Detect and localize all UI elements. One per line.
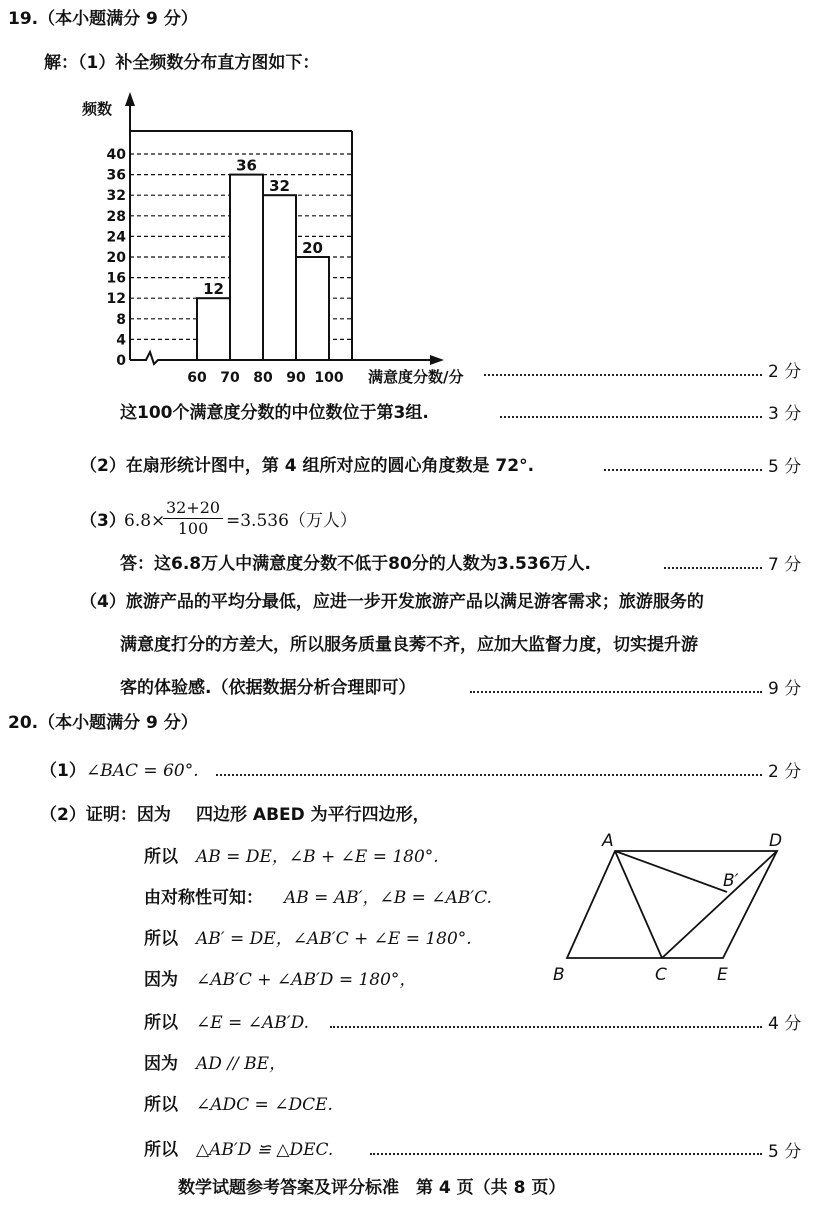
bar-value-label: 36 [236, 156, 257, 175]
proof-keyword: 因为 [144, 970, 178, 990]
dot-leader [370, 1151, 762, 1155]
segment-ac [615, 851, 662, 958]
proof-expression: AB′ = DE，∠AB′C + ∠E = 180°. [196, 929, 472, 949]
x-tick-label: 100 [314, 370, 344, 386]
q20-part1-text: ∠BAC = 60°. [86, 761, 199, 781]
histogram-bar [230, 175, 263, 360]
y-axis-label: 频数 [82, 100, 113, 118]
dot-leader [484, 372, 762, 376]
label-e: E [717, 965, 728, 985]
proof-keyword: 由对称性可知： [144, 888, 263, 908]
q19-part2: （2）在扇形统计图中，第 4 组所对应的圆心角度数是 72°. [80, 456, 535, 476]
q20-header: 20.（本小题满分 9 分） [8, 713, 198, 733]
q19-part3-answer: 答：这6.8万人中满意度分数不低于80分的人数为3.536万人. [120, 554, 592, 574]
segment-ab-prime [615, 851, 727, 892]
q19-part4-line2: 满意度打分的方差大，所以服务质量良莠不齐，应加大监督力度，切实提升游 [120, 635, 698, 655]
bar-value-label: 32 [269, 177, 290, 196]
q19-part4-line3: 客的体验感.（依据数据分析合理即可） [120, 678, 416, 698]
x-axis-label: 满意度分数/分 [368, 368, 464, 386]
dot-leader [664, 565, 762, 569]
q20-score-3: 5 分 [768, 1142, 802, 1162]
q19-header: 19.（本小题满分 9 分） [8, 9, 198, 29]
proof-expression: AB = DE，∠B + ∠E = 180°. [196, 847, 439, 867]
dot-leader [470, 689, 762, 693]
q19-part3-rhs: =3.536（万人） [226, 511, 357, 531]
q20-score-2: 4 分 [768, 1014, 802, 1034]
label-b-prime: B′ [723, 871, 739, 891]
y-tick-label: 20 [106, 250, 126, 266]
label-c: C [655, 965, 667, 985]
proof-keyword: 因为 [144, 1054, 178, 1074]
label-a: A [602, 831, 614, 851]
bar-value-label: 20 [302, 239, 323, 257]
histogram-bar [263, 195, 296, 360]
proof-expression: ∠AB′C + ∠AB′D = 180°， [196, 970, 417, 990]
histogram-bar [296, 257, 329, 360]
segment-cd [662, 851, 777, 958]
q20-part2-text: 四边形 ABED 为平行四边形， [196, 805, 430, 825]
histogram-bar [197, 298, 230, 360]
q19-part3-label: （3） [80, 511, 126, 531]
proof-expression: ∠E = ∠AB′D. [196, 1013, 310, 1033]
y-axis-arrow [125, 92, 135, 106]
y-tick-label: 8 [116, 311, 126, 328]
proof-keyword: 所以 [144, 929, 178, 949]
q19-solution-intro: 解：（1）补全频数分布直方图如下： [44, 53, 320, 73]
dot-leader [500, 414, 762, 418]
proof-keyword: 所以 [144, 847, 178, 867]
q19-part3-fraction [163, 498, 223, 539]
y-tick-label: 12 [106, 291, 126, 308]
x-tick-label: 80 [253, 370, 273, 386]
dot-leader [216, 772, 762, 776]
fraction-denominator: 100 [177, 519, 209, 538]
q20-score-1: 2 分 [768, 762, 802, 782]
proof-expression: ∠ADC = ∠DCE. [196, 1095, 333, 1115]
q19-median-line: 这100个满意度分数的中位数位于第3组. [120, 403, 429, 423]
fraction-numerator: 32+20 [163, 498, 223, 519]
q19-score-3: 5 分 [768, 457, 802, 477]
y-tick-label: 16 [106, 270, 126, 287]
proof-expression: AB = AB′，∠B = ∠AB′C. [284, 888, 492, 908]
figure-lines [567, 851, 777, 958]
parallelogram-abed [567, 851, 777, 958]
proof-expression: AD // BE， [196, 1054, 287, 1074]
y-tick-label: 36 [106, 167, 126, 184]
x-axis-arrow [430, 355, 444, 365]
y-tick-label: 24 [106, 229, 126, 246]
q19-score-5: 9 分 [768, 679, 802, 699]
label-b: B [553, 965, 565, 985]
y-tick-label: 28 [106, 208, 126, 225]
proof-keyword: 所以 [144, 1095, 178, 1115]
x-tick-label: 90 [286, 370, 306, 386]
page-footer: 数学试题参考答案及评分标准 第 4 页（共 8 页） [178, 1178, 566, 1198]
proof-expression: △AB′D ≌ △DEC. [196, 1140, 334, 1160]
parallelogram-figure [545, 828, 795, 988]
q19-score-2: 3 分 [768, 404, 802, 424]
q19-part3-lhs: 6.8× [124, 511, 166, 531]
bar-value-label: 12 [203, 280, 224, 299]
q19-part4-line1: （4）旅游产品的平均分最低，应进一步开发旅游产品以满足游客需求；旅游服务的 [80, 592, 704, 612]
y-tick-label: 4 [116, 332, 126, 349]
q19-score-4: 7 分 [768, 555, 802, 575]
q20-part2-label: （2）证明：因为 [40, 805, 171, 825]
proof-keyword: 所以 [144, 1140, 178, 1160]
dot-leader [604, 467, 762, 471]
x-tick-label: 70 [220, 370, 240, 386]
y-tick-label: 0 [116, 353, 126, 369]
q20-part1-label: （1） [40, 761, 86, 781]
label-d: D [769, 831, 783, 851]
proof-keyword: 所以 [144, 1013, 178, 1033]
y-tick-label: 32 [106, 188, 126, 205]
histogram-chart [70, 80, 510, 390]
x-tick-label: 60 [187, 370, 207, 386]
q19-score-1: 2 分 [768, 362, 802, 382]
y-tick-label: 40 [106, 147, 126, 163]
dot-leader [330, 1024, 762, 1028]
